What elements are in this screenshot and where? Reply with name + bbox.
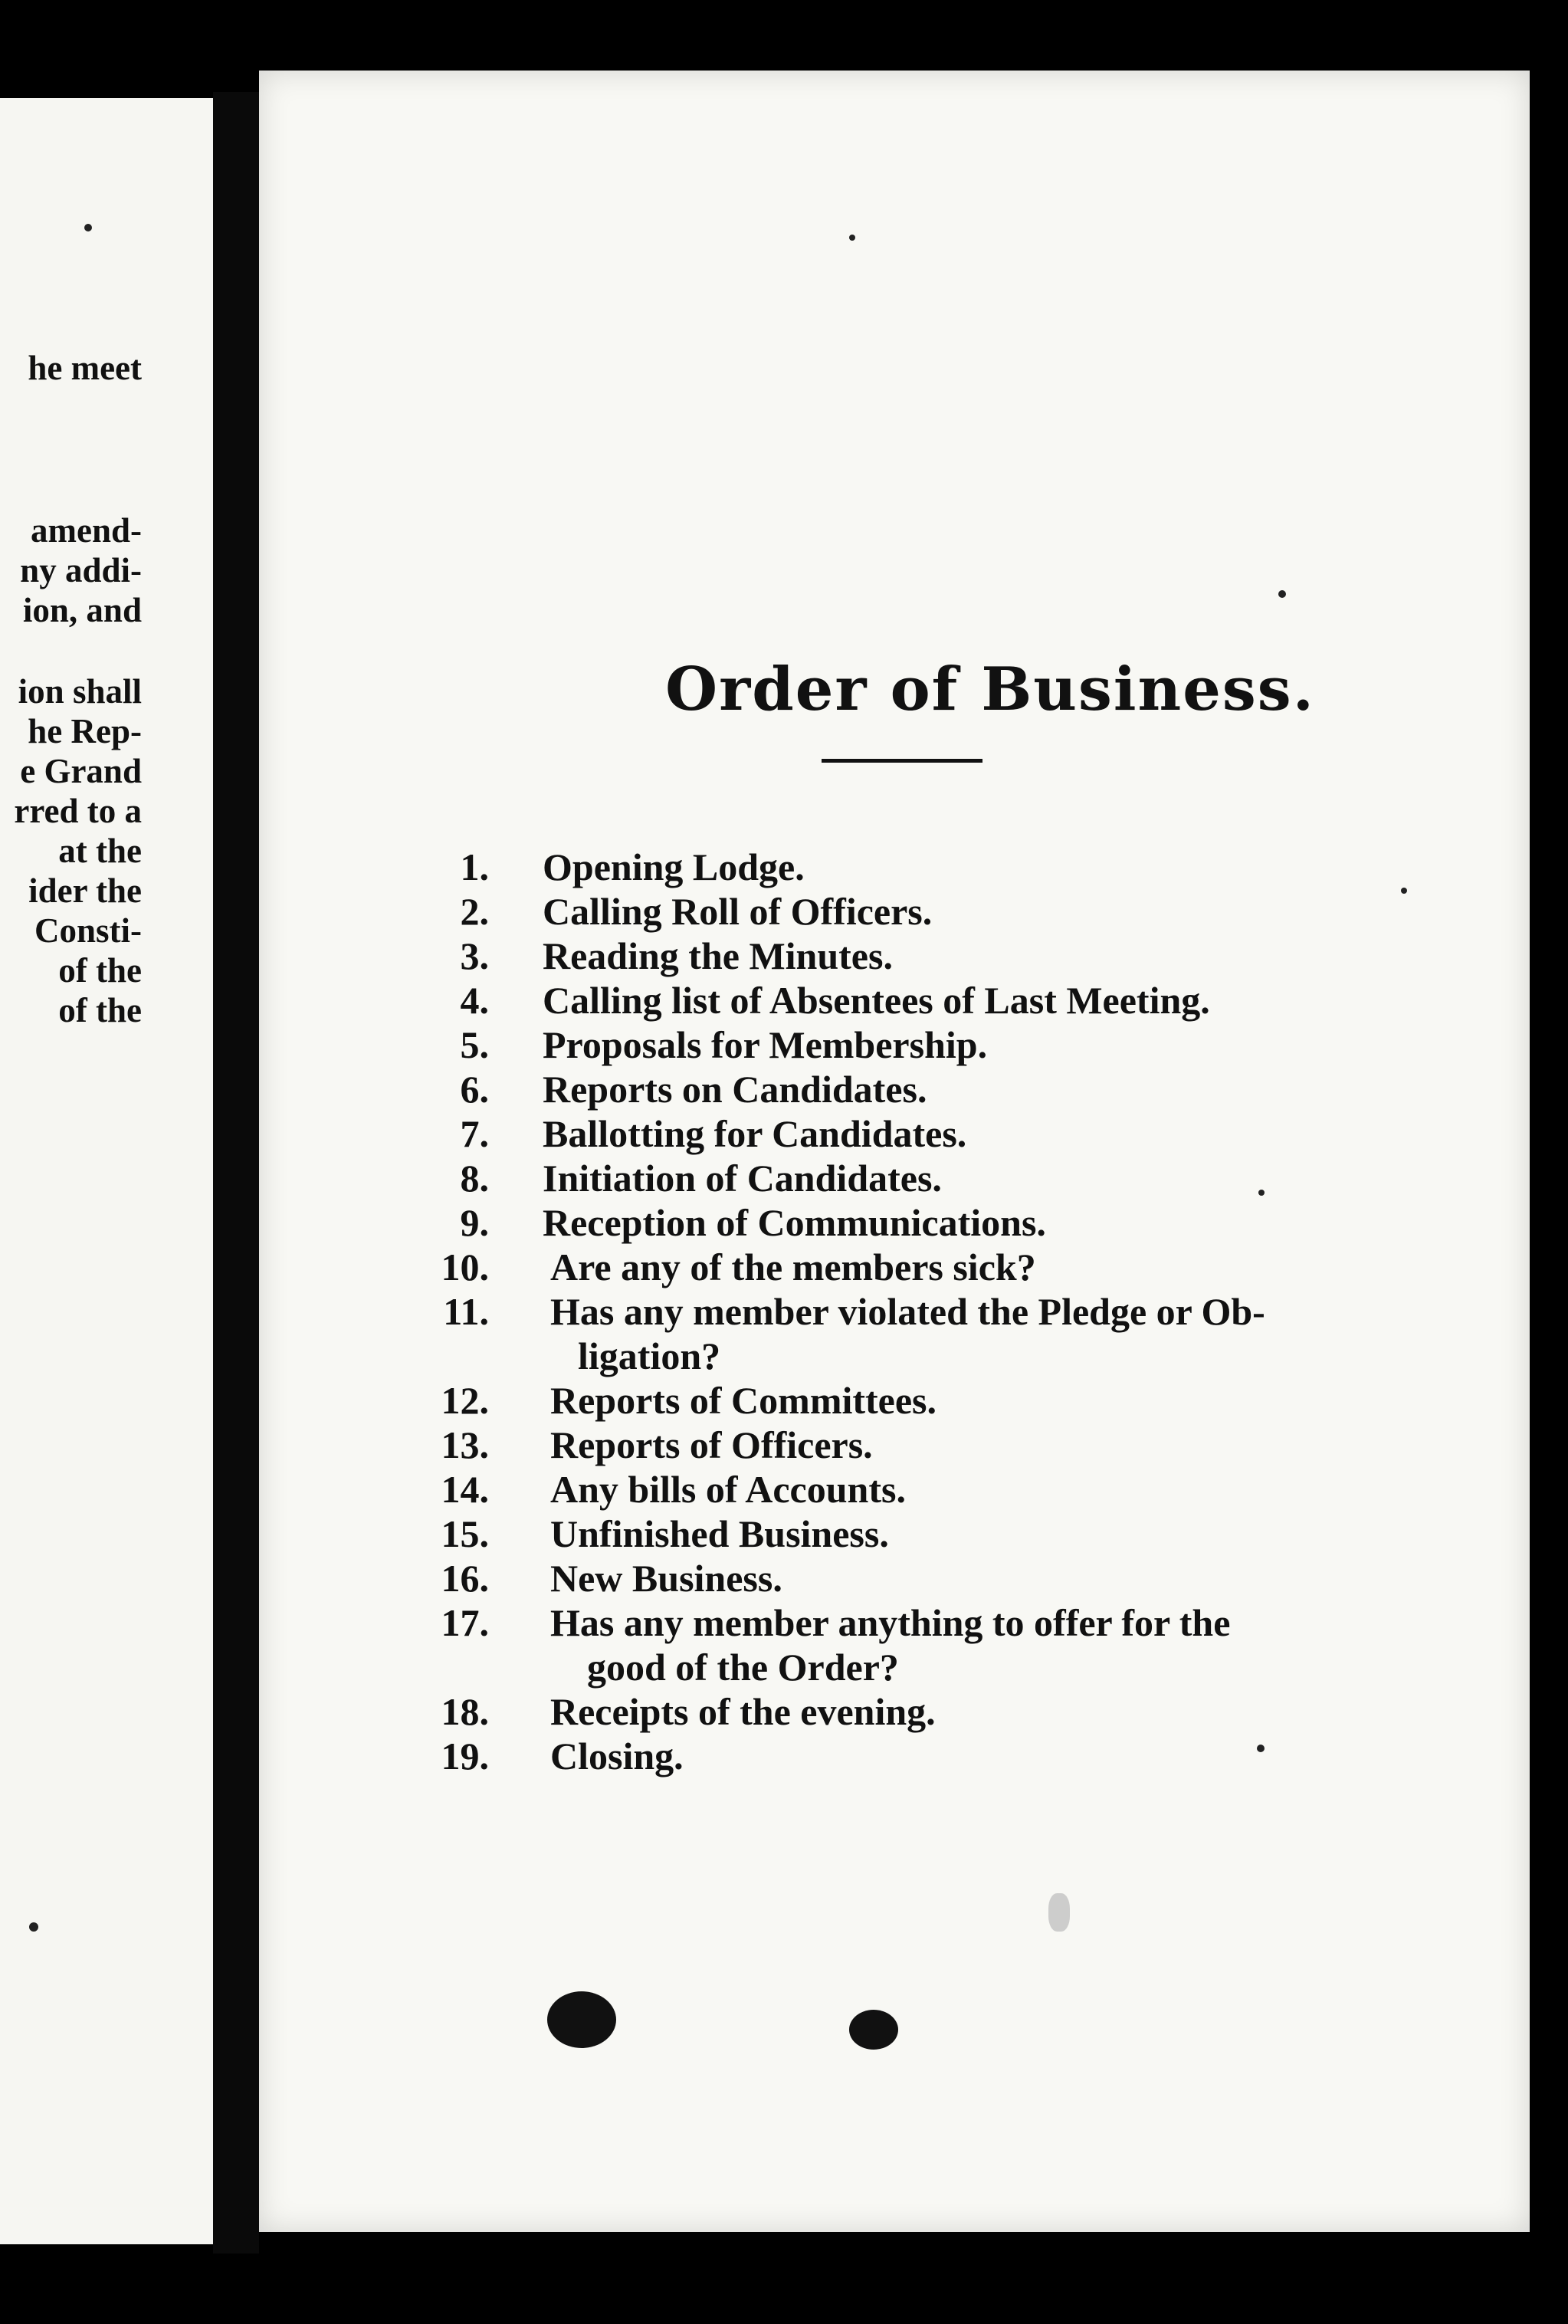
left-page-fragment xyxy=(0,98,213,2244)
item-text: Has any member violated the Pledge or Ob- xyxy=(550,1290,1265,1333)
item-text: Opening Lodge. xyxy=(543,845,805,888)
ink-blot xyxy=(547,1991,616,2048)
list-item xyxy=(259,1245,1530,1289)
left-line: of the xyxy=(58,991,142,1029)
list-item xyxy=(259,1111,1530,1156)
list-item xyxy=(259,934,1530,978)
left-line: rred to a xyxy=(14,792,142,830)
page-title: Order of Business. xyxy=(665,655,1315,724)
item-text: New Business. xyxy=(550,1557,782,1600)
item-number: 19. xyxy=(441,1735,489,1777)
item-text: Calling list of Absentees of Last Meeting. xyxy=(543,979,1210,1022)
item-number: 8. xyxy=(460,1157,489,1200)
item-number: 13. xyxy=(441,1423,489,1466)
list-item xyxy=(259,1734,1530,1778)
list-item xyxy=(259,1022,1530,1067)
item-text: Ballotting for Candidates. xyxy=(543,1112,967,1155)
ink-speck xyxy=(1278,590,1286,598)
ink-blot xyxy=(849,2010,898,2050)
left-line: he Rep- xyxy=(28,712,142,750)
item-number: 16. xyxy=(441,1557,489,1600)
left-line: ny addi- xyxy=(20,551,142,589)
list-item xyxy=(259,1200,1530,1245)
item-text: Any bills of Accounts. xyxy=(550,1468,906,1511)
item-number: 1. xyxy=(460,845,489,888)
list-item xyxy=(259,1156,1530,1200)
left-line: he meet xyxy=(28,349,142,387)
item-text: Reports of Committees. xyxy=(550,1379,937,1422)
left-line: ion, and xyxy=(22,591,142,629)
left-line: e Grand xyxy=(20,752,142,790)
item-number: 3. xyxy=(460,934,489,977)
order-of-business-list xyxy=(259,71,1530,2232)
main-page xyxy=(259,71,1530,2232)
item-text: Initiation of Candidates. xyxy=(543,1157,942,1200)
item-number: 6. xyxy=(460,1068,489,1111)
item-number: 15. xyxy=(441,1512,489,1555)
item-text: Calling Roll of Officers. xyxy=(543,890,933,933)
item-text: Unfinished Business. xyxy=(550,1512,889,1555)
book-gutter xyxy=(213,92,259,2253)
item-number: 14. xyxy=(441,1468,489,1511)
left-line: ider the xyxy=(28,872,142,910)
list-item xyxy=(259,889,1530,934)
item-number: 2. xyxy=(460,890,489,933)
item-number: 12. xyxy=(441,1379,489,1422)
item-text: Reading the Minutes. xyxy=(543,934,893,977)
list-item xyxy=(259,1378,1530,1423)
ink-speck xyxy=(29,1922,38,1932)
left-page-text xyxy=(0,98,142,2244)
item-number: 7. xyxy=(460,1112,489,1155)
left-line: Consti- xyxy=(34,911,142,950)
list-item xyxy=(259,1600,1530,1689)
item-number: 5. xyxy=(460,1023,489,1066)
item-text: Proposals for Membership. xyxy=(543,1023,988,1066)
item-number: 4. xyxy=(460,979,489,1022)
left-line: at the xyxy=(58,832,142,870)
list-item xyxy=(259,845,1530,889)
list-item xyxy=(259,1689,1530,1734)
item-text-continuation: good of the Order? xyxy=(587,1646,899,1689)
ink-speck xyxy=(84,224,92,231)
list-item xyxy=(259,1067,1530,1111)
list-item xyxy=(259,1512,1530,1556)
list-item xyxy=(259,1289,1530,1377)
item-text: Reception of Communications. xyxy=(543,1201,1046,1244)
ink-speck xyxy=(849,235,855,241)
smudge xyxy=(1048,1893,1070,1932)
ink-speck xyxy=(1401,888,1407,894)
list-item xyxy=(259,1467,1530,1512)
item-text: Receipts of the evening. xyxy=(550,1690,936,1733)
item-text: Reports of Officers. xyxy=(550,1423,873,1466)
item-number: 10. xyxy=(441,1246,489,1288)
left-line: of the xyxy=(58,951,142,990)
item-number: 9. xyxy=(460,1201,489,1244)
item-number: 18. xyxy=(441,1690,489,1733)
item-text: Reports on Candidates. xyxy=(543,1068,927,1111)
ink-speck xyxy=(1258,1190,1265,1196)
item-text: Are any of the members sick? xyxy=(550,1246,1036,1288)
ink-speck xyxy=(1257,1745,1265,1752)
item-text-continuation: ligation? xyxy=(578,1334,721,1377)
item-text: Closing. xyxy=(550,1735,684,1777)
item-text: Has any member anything to offer for the xyxy=(550,1601,1231,1644)
list-item xyxy=(259,1556,1530,1600)
list-item xyxy=(259,978,1530,1022)
left-line: amend- xyxy=(31,511,142,550)
item-number: 17. xyxy=(441,1601,489,1644)
item-number: 11. xyxy=(443,1290,489,1333)
left-line: ion shall xyxy=(18,672,142,711)
list-item xyxy=(259,1423,1530,1467)
